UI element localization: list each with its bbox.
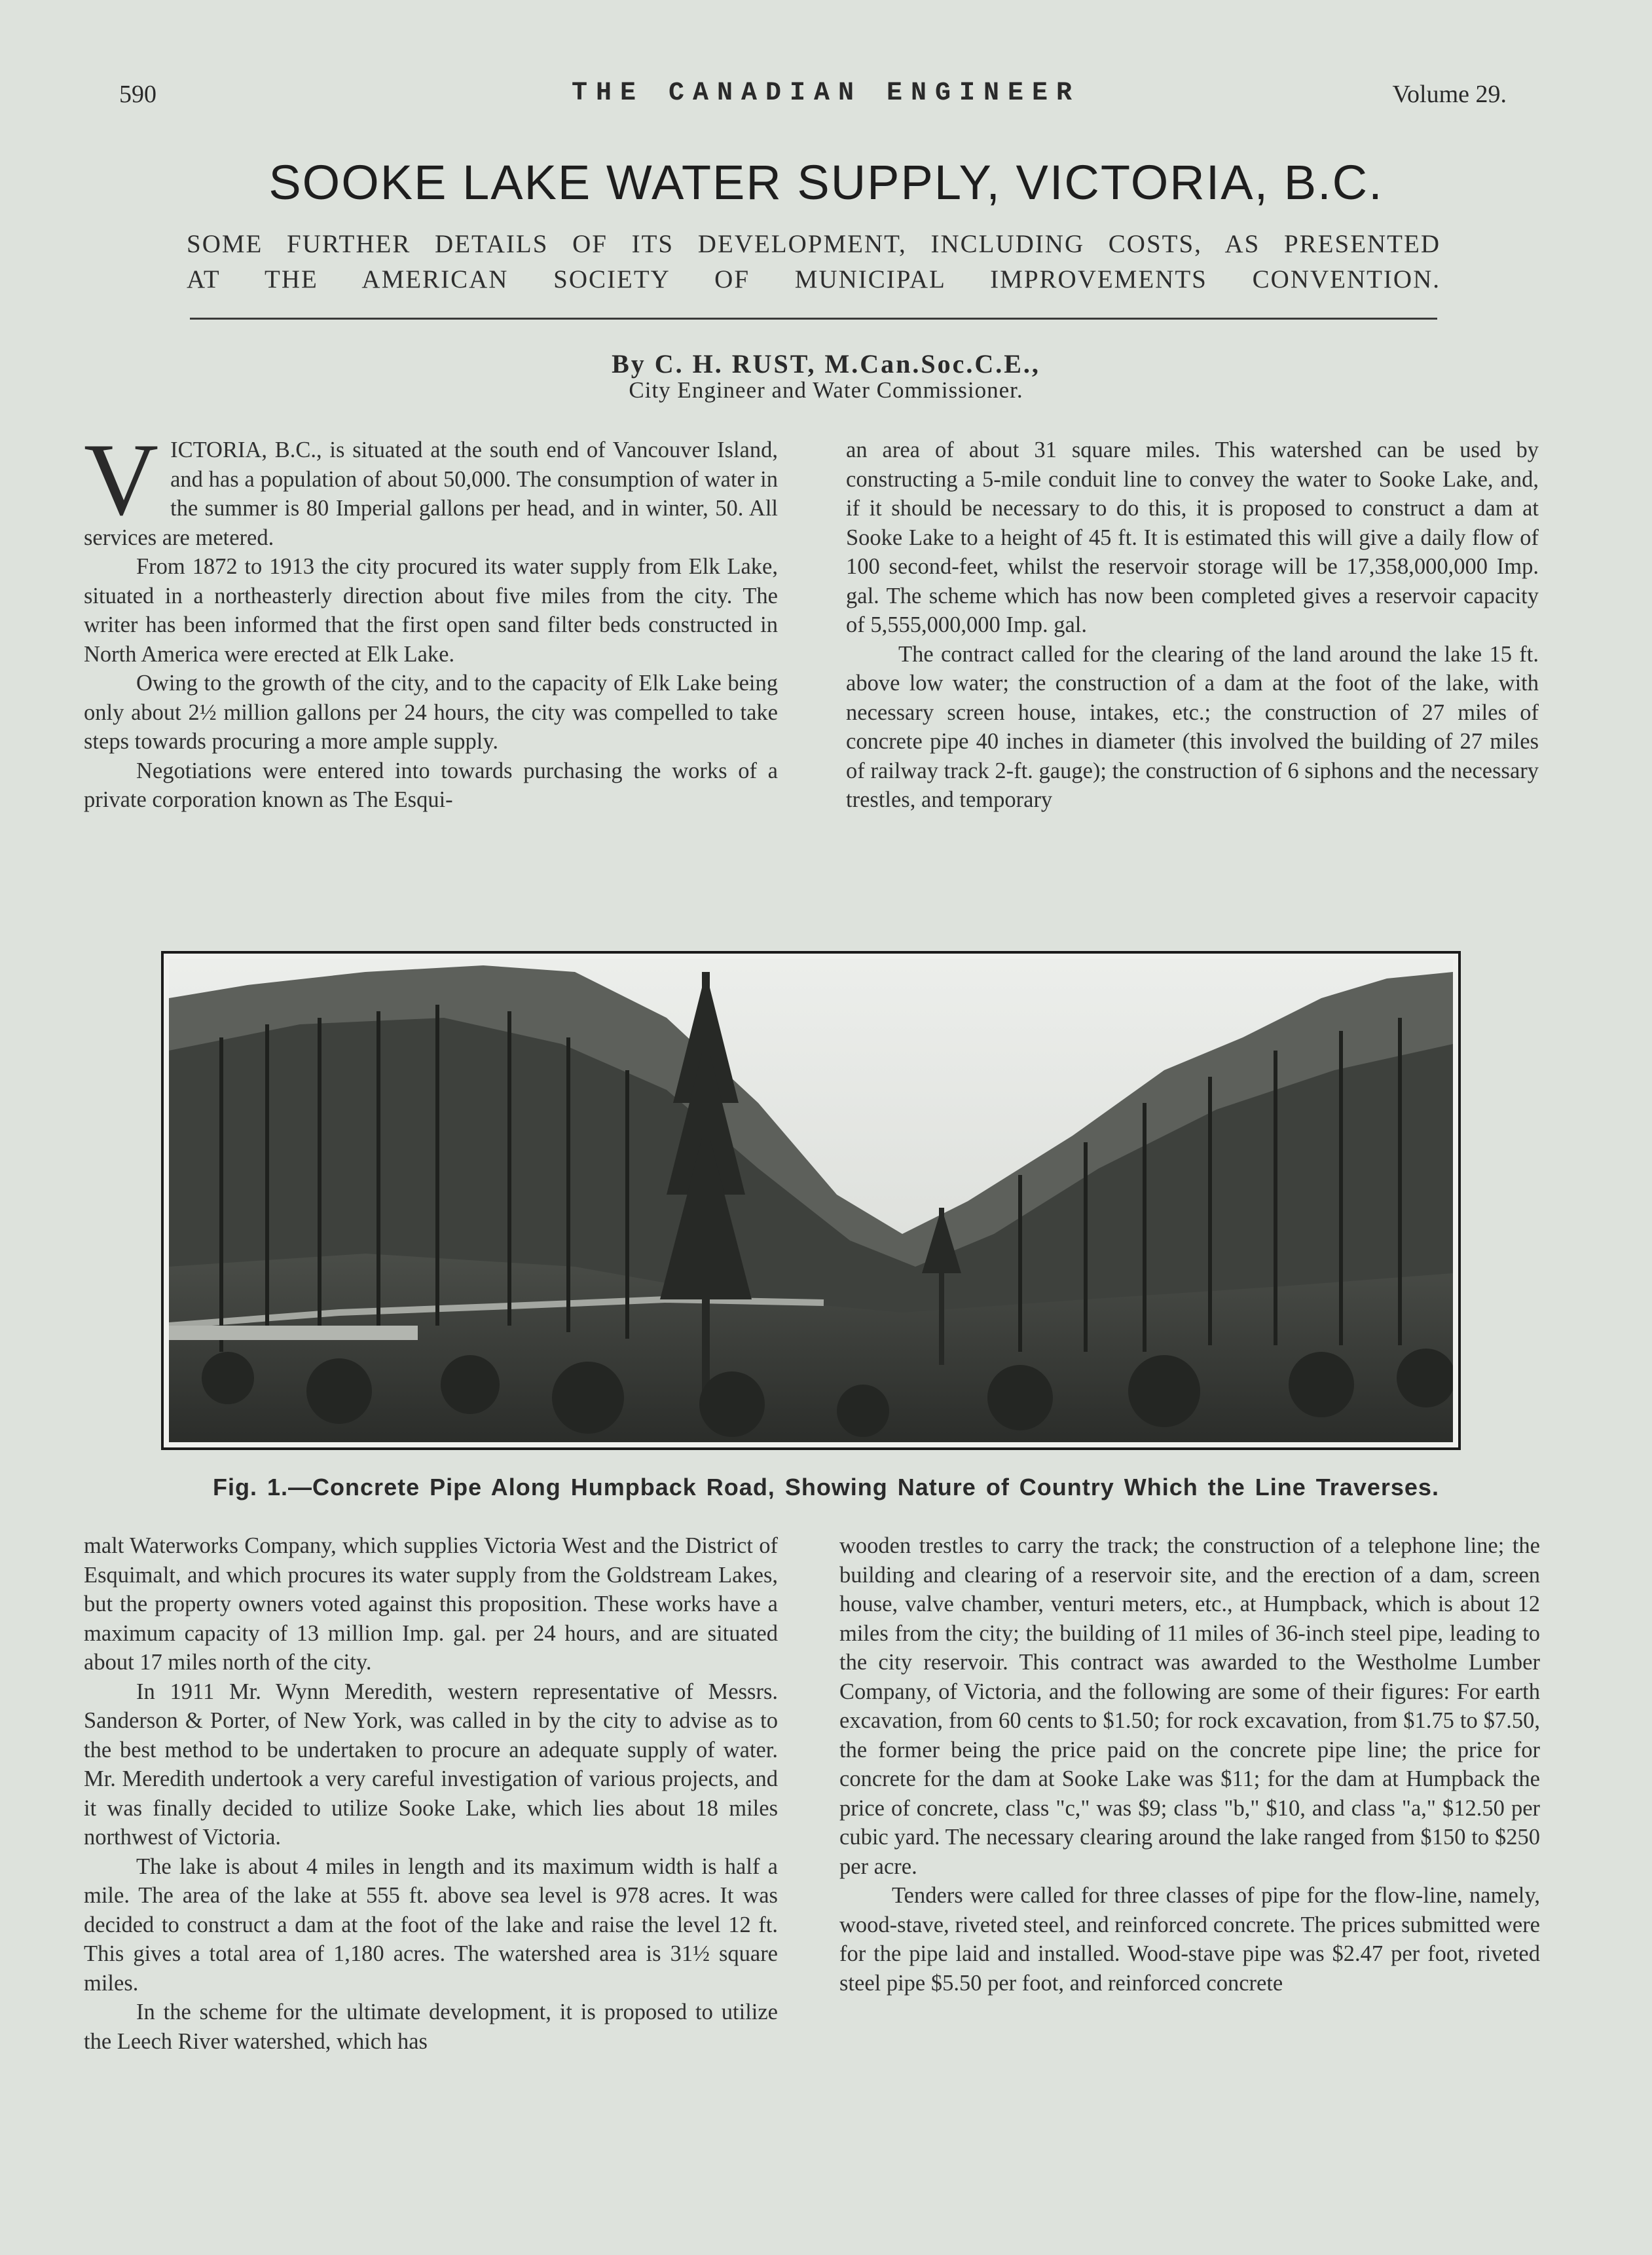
paragraph: an area of about 31 square miles. This watershed can be used by constructing a 5-mile conduit line to convey the water to Sooke Lake, and, if it should be necessary to do this, it is proposed to construct a dam at Sooke Lake to a height of 45 ft. It is estimated this will give a daily flow of 100 second-feet, whilst the reservoir storage will be 17,358,000,000 Imp. gal. The scheme which has now been completed gives a reservoir capacity of 5,555,000,000 Imp. gal. — [846, 438, 1539, 637]
paragraph: wooden trestles to carry the track; the construction of a telephone line; the building and clearing of a reservoir site, and the erection of a dam, screen house, valve chamber, venturi meters, etc., at Humpback, which is about 12 miles from the city; the building of 11 miles of 36-inch steel pipe, leading to the city reservoir. This contract was awarded to the Westholme Lumber Company, of Victoria, and the following are some of their figures: For earth excavation, from 60 cents to $1.50; for rock excavation, from $1.75 to $7.50, the former being the price paid on the concrete pipe line; the price for concrete for the dam at Sooke Lake was $11; for the dam at Humpback the price of concrete, class "c," was $9; class "b," $10, and class "a," $12.50 per cubic yard. The necessary clearing around the lake ranged from $150 to $250 per acre. — [839, 1533, 1540, 1879]
article-subtitle-line-1: SOME FURTHER DETAILS OF ITS DEVELOPMENT, INCLUDING COSTS, AS PRESENTED — [187, 230, 1441, 258]
paragraph-text: ICTORIA, B.C., is situated at the south end of Vancouver Island, and has a population of about 50,000. The consumption of water in the summer is 80 Imperial gallons per head, and in winter, 50. All services are metered. — [84, 438, 778, 550]
title-rule — [190, 318, 1437, 320]
column-2 — [846, 436, 1539, 815]
paragraph: The lake is about 4 miles in length and its maximum width is half a mile. The area of the lake at 555 ft. above sea level is 978 acres. It was decided to construct a dam at the foot of the lake and raise the level 12 ft. This gives a total area of 1,180 acres. The watershed area is 31½ square miles. — [84, 1854, 778, 1996]
drop-cap: V — [84, 422, 159, 537]
column-3 — [84, 1531, 778, 2056]
paragraph: Negotiations were entered into towards purchasing the works of a private corporation known as The Esqui- — [84, 758, 778, 812]
paragraph — [84, 422, 778, 552]
author-affiliation: City Engineer and Water Commissioner. — [629, 377, 1023, 403]
article-title: SOOKE LAKE WATER SUPPLY, VICTORIA, B.C. — [268, 155, 1384, 210]
journal-title: THE CANADIAN ENGINEER — [571, 79, 1081, 108]
forest-valley-photo — [169, 959, 1453, 1442]
byline: By C. H. RUST, M.Can.Soc.C.E., — [612, 349, 1040, 379]
column-4 — [839, 1531, 1540, 1998]
paragraph: Tenders were called for three classes of pipe for the flow-line, namely, wood-stave, riveted steel, and reinforced concrete. The prices submitted were for the pipe laid and installed. Wood-stave pipe was $2.47 per foot, riveted steel pipe $5.50 per foot, and reinforced concrete — [839, 1883, 1540, 1996]
figure-photo — [161, 951, 1461, 1450]
volume-label: Volume 29. — [1392, 81, 1507, 108]
paragraph: The contract called for the clearing of the land around the lake 15 ft. above low water; the construction of a dam at the foot of the lake, with necessary screen house, intakes, etc.; the construction of 27 miles of concrete pipe 40 inches in diameter (this involved the building of 27 miles of railway track 2-ft. gauge); the construction of 6 siphons and the necessary trestles, and temporary — [846, 641, 1539, 812]
paragraph: From 1872 to 1913 the city procured its water supply from Elk Lake, situated in a northeasterly direction about five miles from the city. The writer has been informed that the first open sand filter beds constructed in North America were erected at Elk Lake. — [84, 554, 778, 667]
column-1 — [84, 422, 778, 815]
paragraph: Owing to the growth of the city, and to the capacity of Elk Lake being only about 2½ million gallons per 24 hours, the city was compelled to take steps towards procuring a more ample supply. — [84, 671, 778, 754]
page-number: 590 — [119, 81, 156, 108]
figure-caption: Fig. 1.—Concrete Pipe Along Humpback Road, Showing Nature of Country Which the Line Traverses. — [213, 1474, 1439, 1500]
article-subtitle-line-2: AT THE AMERICAN SOCIETY OF MUNICIPAL IMPROVEMENTS CONVENTION. — [187, 265, 1441, 293]
paragraph: In 1911 Mr. Wynn Meredith, western representative of Messrs. Sanderson & Porter, of New York, was called in by the city to advise as to the best method to be undertaken to procure an adequate supply of water. Mr. Meredith undertook a very careful investigation of various projects, and it was finally decided to utilize Sooke Lake, which lies about 18 miles northwest of Victoria. — [84, 1679, 778, 1850]
paragraph: In the scheme for the ultimate development, it is proposed to utilize the Leech River watershed, which has — [84, 2000, 778, 2054]
paragraph: malt Waterworks Company, which supplies Victoria West and the District of Esquimalt, and which procures its water supply from the Goldstream Lakes, but the property owners voted against this proposition. These works have a maximum capacity of 13 million Imp. gal. per 24 hours, and are situated about 17 miles north of the city. — [84, 1533, 778, 1675]
